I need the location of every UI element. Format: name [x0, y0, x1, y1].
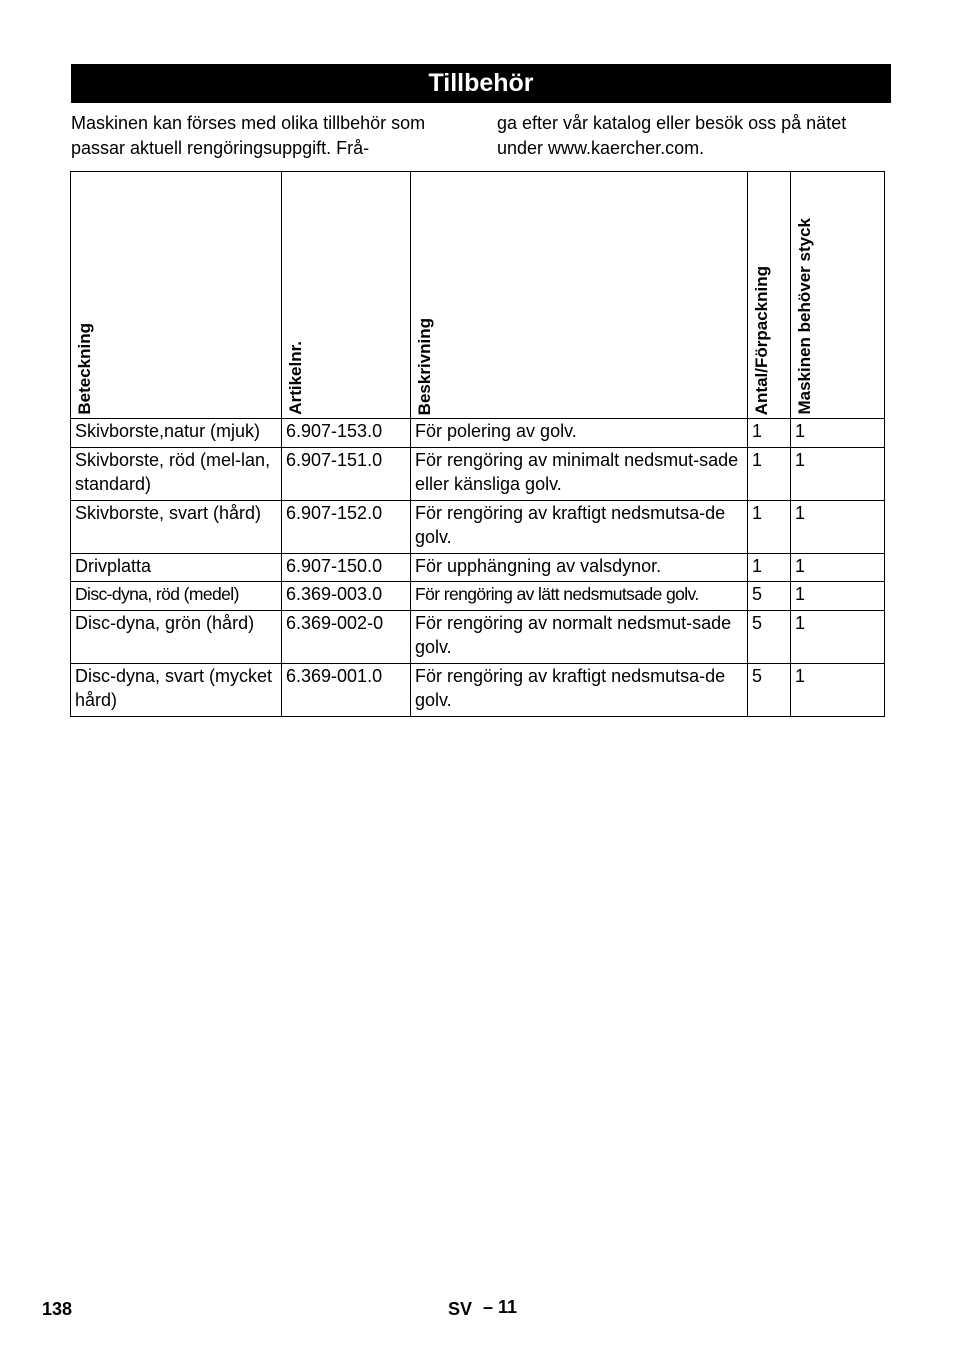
cell-quantity: 1	[748, 447, 791, 500]
section-page-number: – 11	[483, 1297, 518, 1317]
cell-machine-needs: 1	[791, 582, 885, 611]
cell-machine-needs: 1	[791, 419, 885, 448]
cell-article-number: 6.369-003.0	[282, 582, 411, 611]
cell-machine-needs: 1	[791, 500, 885, 553]
table-row	[71, 419, 885, 448]
cell-description: För rengöring av normalt nedsmut-sade golv.	[411, 610, 748, 663]
header-machine-needs-pieces: Maskinen behöver styck	[791, 172, 885, 419]
table-row	[71, 610, 885, 663]
page-title: Tillbehör	[71, 64, 891, 103]
table-row	[71, 582, 885, 611]
cell-quantity: 1	[748, 500, 791, 553]
language-code: SV	[448, 1299, 473, 1319]
cell-description: För rengöring av lätt nedsmutsade golv.	[411, 582, 748, 611]
cell-article-number: 6.907-153.0	[282, 419, 411, 448]
cell-quantity: 5	[748, 582, 791, 611]
table-header-row	[71, 172, 885, 419]
header-article-number: Artikelnr.	[282, 172, 411, 419]
cell-designation: Disc-dyna, grön (hård)	[71, 610, 282, 663]
page-number: 138	[42, 1299, 73, 1319]
accessories-table	[70, 171, 885, 717]
cell-article-number: 6.907-152.0	[282, 500, 411, 553]
cell-article-number: 6.907-151.0	[282, 447, 411, 500]
intro-text-right: ga efter vår katalog eller besök oss på nätet under www.kaercher.com.	[497, 113, 847, 158]
cell-description: För rengöring av kraftigt nedsmutsa-de golv.	[411, 500, 748, 553]
header-description: Beskrivning	[411, 172, 748, 419]
cell-designation: Disc-dyna, röd (medel)	[71, 582, 282, 611]
cell-article-number: 6.369-001.0	[282, 663, 411, 716]
cell-machine-needs: 1	[791, 447, 885, 500]
cell-quantity: 5	[748, 663, 791, 716]
cell-machine-needs: 1	[791, 663, 885, 716]
cell-description: För rengöring av minimalt nedsmut-sade eller känsliga golv.	[411, 447, 748, 500]
cell-quantity: 5	[748, 610, 791, 663]
cell-description: För upphängning av valsdynor.	[411, 553, 748, 582]
table-row	[71, 663, 885, 716]
table-row	[71, 447, 885, 500]
table-row	[71, 500, 885, 553]
cell-quantity: 1	[748, 419, 791, 448]
cell-machine-needs: 1	[791, 553, 885, 582]
cell-description: För rengöring av kraftigt nedsmutsa-de golv.	[411, 663, 748, 716]
intro-text-left: Maskinen kan förses med olika tillbehör som passar aktuell rengöringsuppgift. Frå-	[71, 113, 426, 158]
cell-description: För polering av golv.	[411, 419, 748, 448]
cell-quantity: 1	[748, 553, 791, 582]
cell-designation: Drivplatta	[71, 553, 282, 582]
cell-designation: Skivborste, röd (mel-lan, standard)	[71, 447, 282, 500]
cell-designation: Skivborste,natur (mjuk)	[71, 419, 282, 448]
header-quantity-per-pack: Antal/Förpackning	[748, 172, 791, 419]
cell-designation: Skivborste, svart (hård)	[71, 500, 282, 553]
table-row	[71, 553, 885, 582]
header-designation: Beteckning	[71, 172, 282, 419]
cell-designation: Disc-dyna, svart (mycket hård)	[71, 663, 282, 716]
cell-article-number: 6.907-150.0	[282, 553, 411, 582]
cell-article-number: 6.369-002-0	[282, 610, 411, 663]
cell-machine-needs: 1	[791, 610, 885, 663]
